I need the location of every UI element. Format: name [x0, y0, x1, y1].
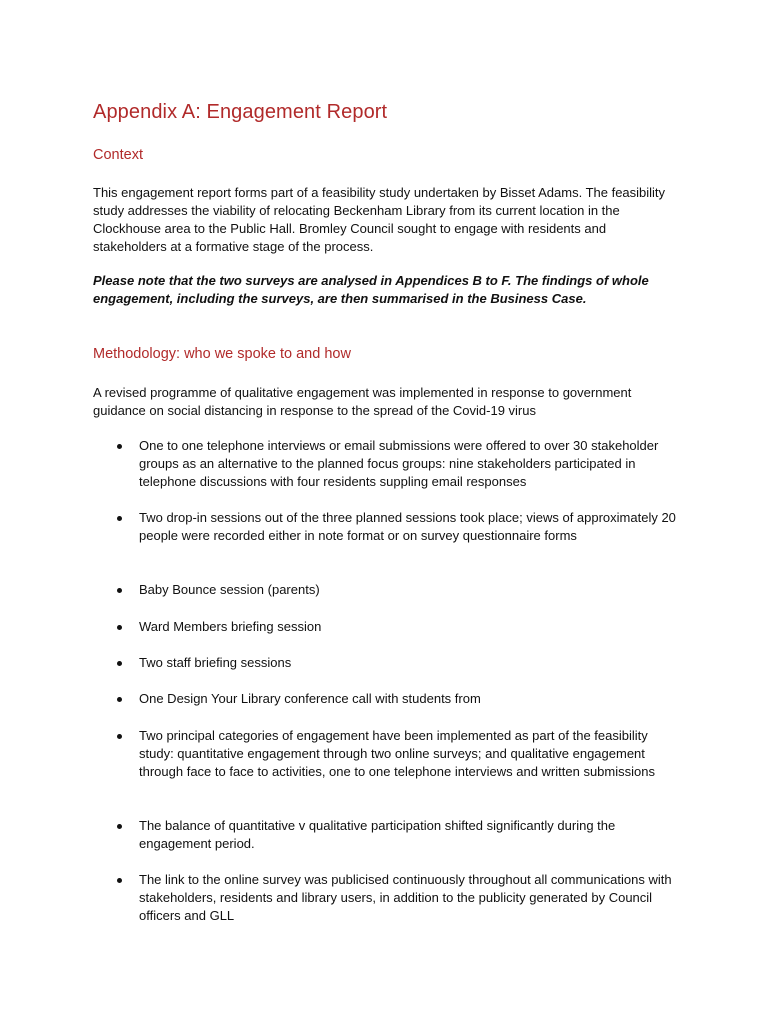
- list-item-text: Baby Bounce session (parents): [139, 582, 320, 597]
- bullet-icon: [117, 444, 122, 449]
- bullet-icon: [117, 824, 122, 829]
- bullet-icon: [117, 878, 122, 883]
- list-item: [117, 654, 677, 672]
- bullet-icon: [117, 625, 122, 630]
- list-item-text: Ward Members briefing session: [139, 619, 322, 634]
- bullet-icon: [117, 697, 122, 702]
- list-item: [117, 871, 677, 925]
- bullet-icon: [117, 734, 122, 739]
- list-item: [117, 581, 677, 599]
- bullet-icon: [117, 588, 122, 593]
- list-item-text: Two staff briefing sessions: [139, 655, 292, 670]
- bullet-icon: [117, 661, 122, 666]
- list-item: [117, 437, 677, 491]
- list-item-text: Two principal categories of engagement have been implemented as part of the feasibility study: quantitative engagement through two online surveys; and qualitative engagement through face to face to activities, one to one telephone interviews and written submissions: [139, 728, 655, 779]
- context-heading: Context: [93, 147, 143, 163]
- context-note: Please note that the two surveys are analysed in Appendices B to F. The findings of whole engagement, including the surveys, are then summarised in the Business Case.: [93, 273, 649, 306]
- list-item-text: One Design Your Library conference call with students from: [139, 691, 481, 706]
- list-item-text: The link to the online survey was publicised continuously throughout all communications with stakeholders, residents and library users, in addition to the publicity generated by Council officers and GLL: [139, 872, 672, 923]
- list-item-text: Two drop-in sessions out of the three planned sessions took place; views of approximately 20 people were recorded either in note format or on survey questionnaire forms: [139, 510, 676, 543]
- methodology-intro: A revised programme of qualitative engagement was implemented in response to government guidance on social distancing in response to the spread of the Covid-19 virus: [93, 385, 632, 418]
- list-item-text: One to one telephone interviews or email submissions were offered to over 30 stakeholder groups as an alternative to the planned focus groups: nine stakeholders participated in telephone discussions with four residents suppling email responses: [139, 438, 659, 489]
- list-item: [117, 817, 677, 853]
- bullet-icon: [117, 516, 122, 521]
- list-item-text: The balance of quantitative v qualitative participation shifted significantly during the engagement period.: [139, 818, 616, 851]
- list-item: [117, 727, 677, 781]
- methodology-heading: Methodology: who we spoke to and how: [93, 346, 351, 362]
- list-item: [117, 690, 677, 708]
- page-title: Appendix A: Engagement Report: [93, 101, 388, 123]
- list-item: [117, 509, 677, 545]
- list-item: [117, 618, 677, 636]
- context-paragraph: This engagement report forms part of a feasibility study undertaken by Bisset Adams. The feasibility study addresses the viability of relocating Beckenham Library from its current location in the Clockhouse area to the Public Hall. Bromley Council sought to engage with residents and stakeholders at a formative stage of the process.: [93, 185, 666, 254]
